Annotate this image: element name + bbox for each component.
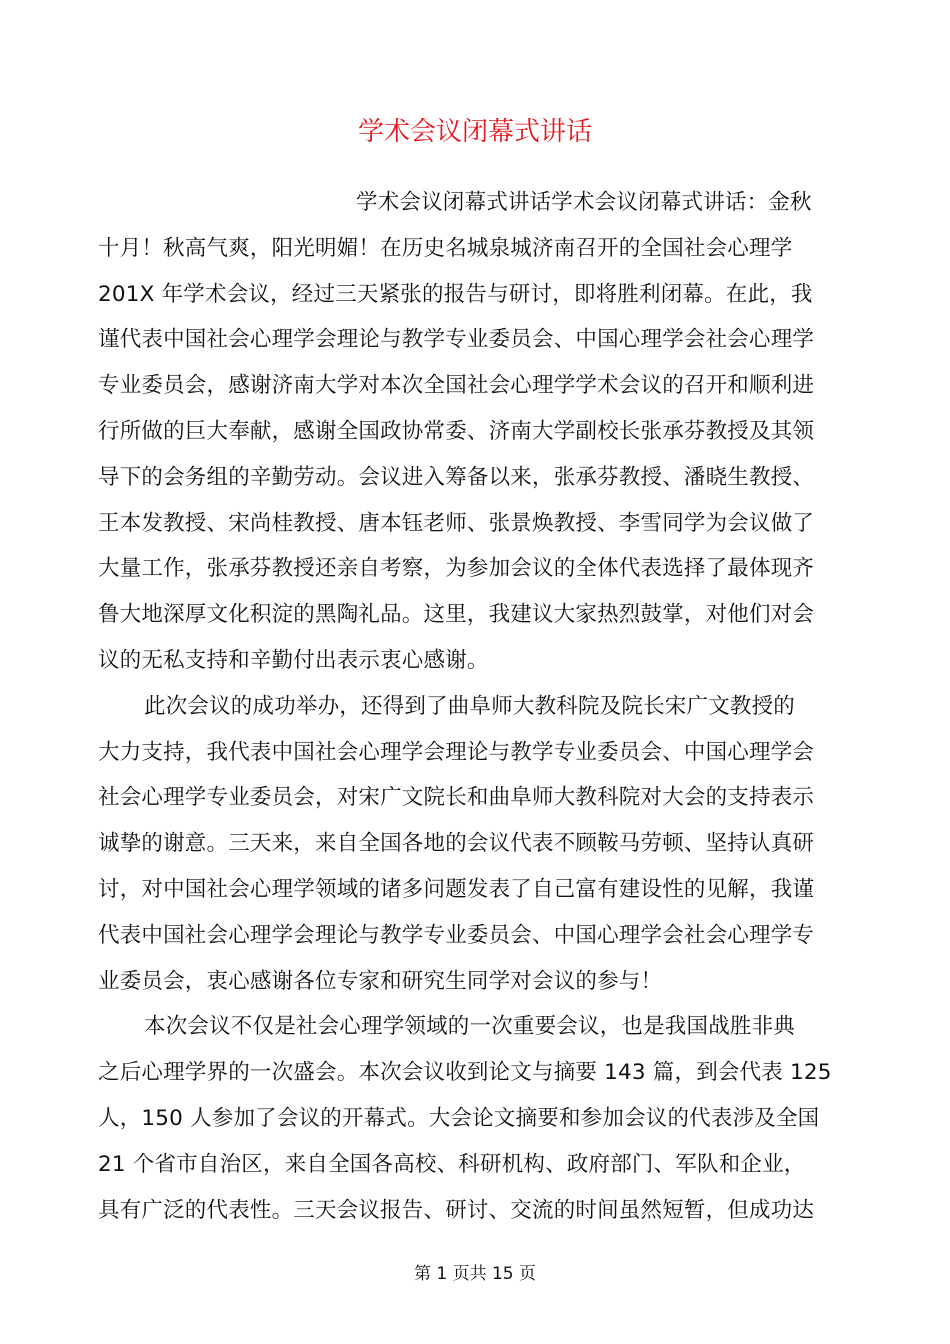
text-line: 大力支持，我代表中国社会心理学会理论与教学专业委员会、中国心理学会: [98, 739, 815, 765]
text-line: 谨代表中国社会心理学会理论与教学专业委员会、中国心理学会社会心理学: [98, 327, 815, 353]
text-line: 学术会议闭幕式讲话学术会议闭幕式讲话：金秋: [356, 190, 812, 215]
paragraph-2: [98, 684, 850, 1005]
paragraph-3: [98, 1004, 850, 1233]
text-line: 业委员会，衷心感谢各位专家和研究生同学对会议的参与！: [98, 968, 663, 994]
text-line: 大量工作，张承芬教授还亲自考察，为参加会议的全体代表选择了最体现齐: [98, 556, 815, 582]
document-body: [98, 180, 850, 1233]
text-line: 代表中国社会心理学会理论与教学专业委员会、中国心理学会社会心理学专: [98, 922, 815, 948]
text-line: 社会心理学专业委员会，对宋广文院长和曲阜师大教科院对大会的支持表示: [98, 785, 815, 811]
text-line: 诚挚的谢意。三天来，来自全国各地的会议代表不顾鞍马劳顿、坚持认真研: [98, 831, 815, 857]
text-line: 此次会议的成功举办，还得到了曲阜师大教科院及院长宋广文教授的: [144, 693, 796, 719]
text-line: 21 个省市自治区，来自全国各高校、科研机构、政府部门、军队和企业，: [98, 1151, 806, 1177]
text-line: 讨，对中国社会心理学领域的诸多问题发表了自己富有建设性的见解，我谨: [98, 876, 815, 902]
paragraph-1: [98, 180, 850, 684]
text-line: 鲁大地深厚文化积淀的黑陶礼品。这里，我建议大家热烈鼓掌，对他们对会: [98, 602, 815, 628]
text-line: 人，150 人参加了会议的开幕式。大会论文摘要和参加会议的代表涉及全国: [98, 1105, 820, 1131]
document-title: 学术会议闭幕式讲话: [357, 117, 592, 147]
text-line: 201X 年学术会议，经过三天紧张的报告与研讨，即将胜利闭幕。在此，我: [98, 281, 813, 307]
text-line: 导下的会务组的辛勤劳动。会议进入筹备以来，张承芬教授、潘晓生教授、: [98, 464, 815, 490]
text-line: 十月！秋高气爽，阳光明媚！在历史名城泉城济南召开的全国社会心理学: [98, 235, 793, 261]
text-line: 行所做的巨大奉献，感谢全国政协常委、济南大学副校长张承芬教授及其领: [98, 418, 815, 444]
text-line: 之后心理学界的一次盛会。本次会议收到论文与摘要 143 篇，到会代表 125: [98, 1060, 832, 1086]
text-line: 王本发教授、宋尚桂教授、唐本钰老师、张景焕教授、李雪同学为会议做了: [98, 510, 815, 536]
text-line: 具有广泛的代表性。三天会议报告、研讨、交流的时间虽然短暂，但成功达: [98, 1197, 815, 1223]
text-line: 议的无私支持和辛勤付出表示衷心感谢。: [98, 647, 489, 673]
page-number: 第 1 页共 15 页: [413, 1264, 537, 1284]
text-line: 专业委员会，感谢济南大学对本次全国社会心理学学术会议的召开和顺利进: [98, 373, 815, 399]
text-line: 本次会议不仅是社会心理学领域的一次重要会议，也是我国战胜非典: [144, 1014, 796, 1040]
